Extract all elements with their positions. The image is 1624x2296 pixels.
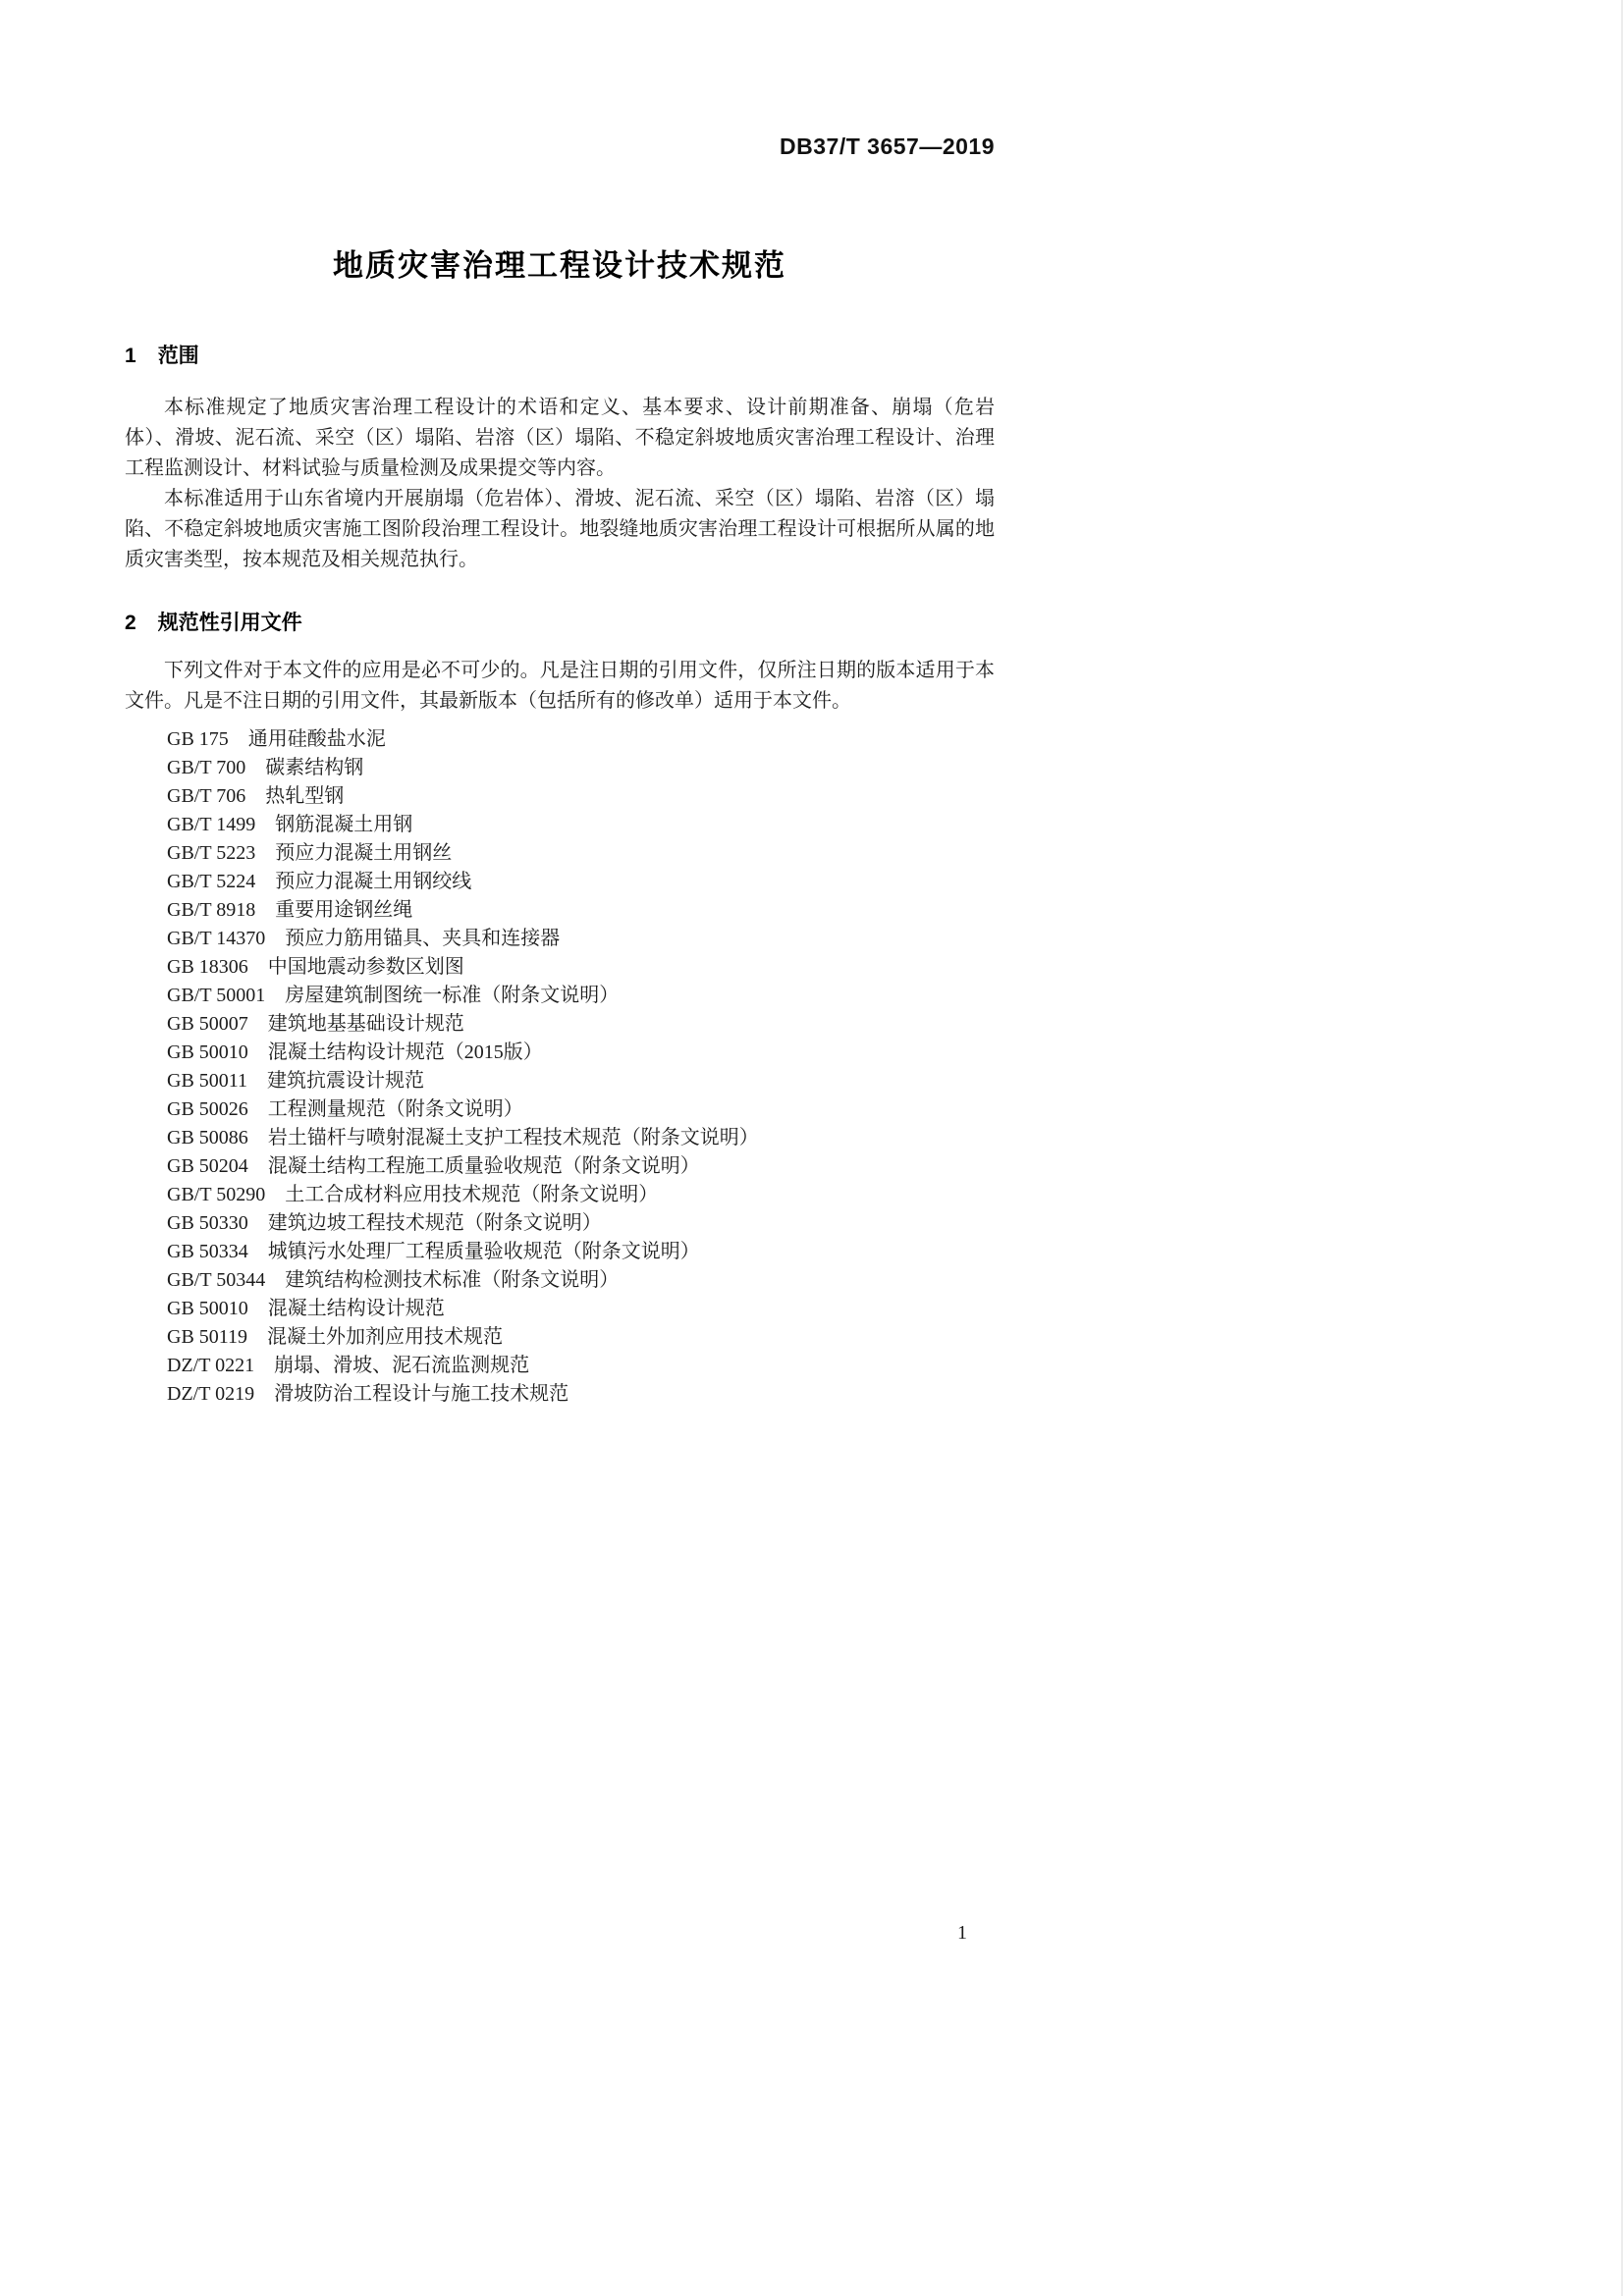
reference-title: 钢筋混凝土用钢 [275,814,413,835]
reference-code: GB 50086 [167,1127,248,1148]
reference-item [167,1352,995,1380]
reference-title: 预应力筋用锚具、夹具和连接器 [285,928,561,949]
reference-item [167,811,995,839]
reference-code: GB/T 1499 [167,814,256,835]
section-1-heading [125,340,995,369]
reference-code: GB 175 [167,728,229,750]
reference-title: 建筑地基基础设计规范 [267,1013,464,1035]
reference-title: 建筑结构检测技术标准（附条文说明） [285,1269,620,1291]
reference-title: 滑坡防治工程设计与施工技术规范 [274,1383,569,1405]
reference-title: 混凝土结构设计规范 [267,1298,445,1319]
reference-code: GB 18306 [167,956,248,978]
reference-item [167,1095,995,1124]
reference-code: GB 50010 [167,1041,248,1063]
section-2-heading [125,607,995,636]
reference-item [167,1266,995,1295]
reference-code: GB 50334 [167,1241,248,1262]
reference-title: 工程测量规范（附条文说明） [267,1098,523,1120]
references-list [125,725,995,1409]
section-1-paragraph-1: 本标准规定了地质灾害治理工程设计的术语和定义、基本要求、设计前期准备、崩塌（危岩体）、滑坡、泥石流、采空（区）塌陷、岩溶（区）塌陷、不稳定斜坡地质灾害治理工程设计、治理工程监测设计、材料试验与质量检测及成果提交等内容。 [125,397,995,479]
reference-title: 崩塌、滑坡、泥石流监测规范 [274,1355,530,1376]
reference-item [167,1209,995,1238]
reference-title: 房屋建筑制图统一标准（附条文说明） [285,985,620,1006]
reference-item [167,953,995,982]
reference-title: 混凝土外加剂应用技术规范 [267,1326,504,1348]
reference-code: DZ/T 0219 [167,1383,255,1405]
reference-item [167,1067,995,1095]
reference-item [167,1124,995,1152]
reference-item [167,1295,995,1323]
reference-code: GB 50330 [167,1212,248,1234]
section-2-heading-text: 规范性引用文件 [157,612,302,634]
document-title: 地质灾害治理工程设计技术规范 [333,248,786,283]
section-1-number: 1 [125,345,136,367]
reference-code: GB 50011 [167,1070,248,1092]
reference-item [167,754,995,782]
reference-title: 碳素结构钢 [265,757,364,778]
section-2-number: 2 [125,612,136,634]
reference-code: GB 50010 [167,1298,248,1319]
reference-item [167,1010,995,1039]
reference-code: GB/T 700 [167,757,246,778]
reference-code: GB 50026 [167,1098,248,1120]
reference-title: 建筑抗震设计规范 [267,1070,425,1092]
reference-item [167,896,995,925]
reference-item [167,1323,995,1352]
reference-title: 岩土锚杆与喷射混凝土支护工程技术规范（附条文说明） [267,1127,759,1148]
document-code: DB37/T 3657—2019 [780,133,995,159]
reference-item [167,1181,995,1209]
reference-item [167,782,995,811]
reference-code: GB/T 8918 [167,899,256,921]
reference-code: GB/T 50344 [167,1269,266,1291]
reference-code: DZ/T 0221 [167,1355,255,1376]
reference-code: GB/T 50290 [167,1184,266,1205]
reference-item [167,1238,995,1266]
reference-item [167,839,995,868]
reference-code: GB/T 5224 [167,871,256,892]
reference-code: GB/T 5223 [167,842,256,864]
reference-title: 混凝土结构设计规范（2015版） [267,1041,543,1063]
reference-title: 预应力混凝土用钢绞线 [275,871,472,892]
reference-title: 预应力混凝土用钢丝 [275,842,453,864]
document-content [125,0,995,1409]
reference-item [167,982,995,1010]
page-edge-line [1621,0,1623,2296]
reference-title: 城镇污水处理厂工程质量验收规范（附条文说明） [267,1241,700,1262]
reference-title: 重要用途钢丝绳 [275,899,413,921]
reference-item [167,1152,995,1181]
reference-item [167,925,995,953]
reference-title: 土工合成材料应用技术规范（附条文说明） [285,1184,659,1205]
reference-code: GB/T 50001 [167,985,266,1006]
section-1-heading-text: 范围 [157,345,199,367]
reference-title: 中国地震动参数区划图 [267,956,464,978]
reference-code: GB/T 706 [167,785,246,807]
reference-title: 通用硅酸盐水泥 [247,728,386,750]
reference-title: 混凝土结构工程施工质量验收规范（附条文说明） [267,1155,700,1177]
reference-item [167,725,995,754]
reference-code: GB/T 14370 [167,928,266,949]
reference-item [167,1380,995,1409]
reference-item [167,868,995,896]
section-2-intro-paragraph: 下列文件对于本文件的应用是必不可少的。凡是注日期的引用文件，仅所注日期的版本适用于本文件。凡是不注日期的引用文件，其最新版本（包括所有的修改单）适用于本文件。 [125,660,995,712]
section-1-paragraph-2: 本标准适用于山东省境内开展崩塌（危岩体）、滑坡、泥石流、采空（区）塌陷、岩溶（区）塌陷、不稳定斜坡地质灾害施工图阶段治理工程设计。地裂缝地质灾害治理工程设计可根据所从属的地质灾害类型，按本规范及相关规范执行。 [125,488,995,570]
reference-item [167,1039,995,1067]
reference-code: GB 50119 [167,1326,248,1348]
reference-code: GB 50007 [167,1013,248,1035]
reference-title: 建筑边坡工程技术规范（附条文说明） [267,1212,602,1234]
page-number: 1 [957,1922,967,1944]
reference-title: 热轧型钢 [265,785,345,807]
reference-code: GB 50204 [167,1155,248,1177]
